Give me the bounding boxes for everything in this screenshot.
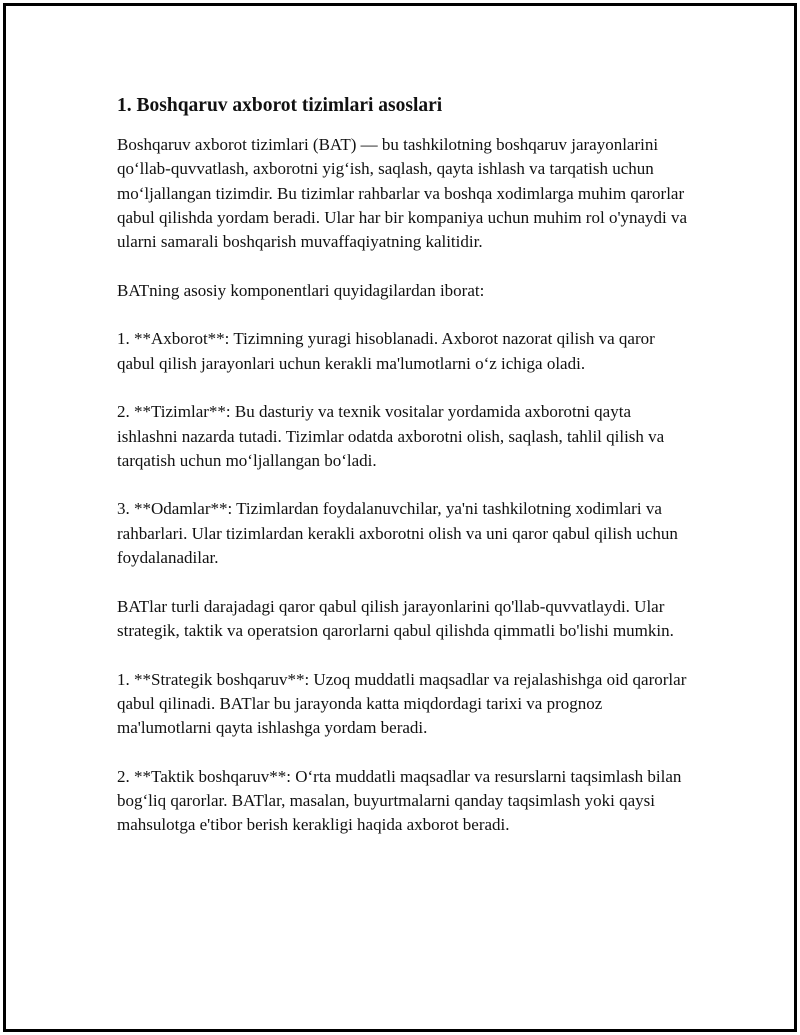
decision-levels-paragraph: BATlar turli darajadagi qaror qabul qilish jarayonlarini qo'llab-quvvatlaydi. Ular strategik, taktik va operatsion qarorlarni qabul qilishda qimmatli bo'lishi mumkin. xyxy=(117,596,674,640)
strategic-management-paragraph: 1. **Strategik boshqaruv**: Uzoq muddatli maqsadlar va rejalashishga oid qarorlar qabul qilinadi. BATlar bu jarayonda katta miqdordagi tarixi va prognoz ma'lumotlarni qayta ishlashga yordam beradi. xyxy=(117,669,687,738)
component-people-paragraph: 3. **Odamlar**: Tizimlardan foydalanuvchilar, ya'ni tashkilotning xodimlari va rahbarlari. Ular tizimlardan kerakli axborotni olish va uni qaror qabul qilish uchun foydalanadilar. xyxy=(117,499,678,568)
tactical-management-paragraph: 2. **Taktik boshqaruv**: O‘rta muddatli maqsadlar va resurslarni taqsimlash bilan bog‘liq qarorlar. BATlar, masalan, buyurtmalarni qanday taqsimlash yoki qaysi mahsulotga e'tibor berish kerakligi haqida axborot beradi. xyxy=(117,766,682,835)
component-information-paragraph: 1. **Axborot**: Tizimning yuragi hisoblanadi. Axborot nazorat qilish va qaror qabul qilish jarayonlari uchun kerakli ma'lumotlarni o‘z ichiga oladi. xyxy=(117,329,655,373)
component-systems-paragraph: 2. **Tizimlar**: Bu dasturiy va texnik vositalar yordamida axborotni qayta ishlashni nazarda tutadi. Tizimlar odatda axborotni olish, saqlash, tahlil qilish va tarqatish uchun mo‘ljallangan bo‘ladi. xyxy=(117,402,665,470)
section-title: 1. Boshqaruv axborot tizimlari asoslari xyxy=(117,95,443,116)
components-lead-paragraph: BATning asosiy komponentlari quyidagilardan iborat: xyxy=(117,280,485,300)
intro-paragraph: Boshqaruv axborot tizimlari (BAT) — bu tashkilotning boshqaruv jarayonlarini qo‘llab-quvvatlash, axborotni yig‘ish, saqlash, qayta ishlash va tarqatish uchun mo‘ljallangan tizimdir. Bu tizimlar rahbarlar va boshqa xodimlarga muhim qarorlar qabul qilishda yordam beradi. Ular har bir kompaniya uchun muhim rol o'ynaydi va ularni samarali boshqarish muvaffaqiyatning kalitidir. xyxy=(117,135,688,252)
document-body xyxy=(117,93,692,862)
